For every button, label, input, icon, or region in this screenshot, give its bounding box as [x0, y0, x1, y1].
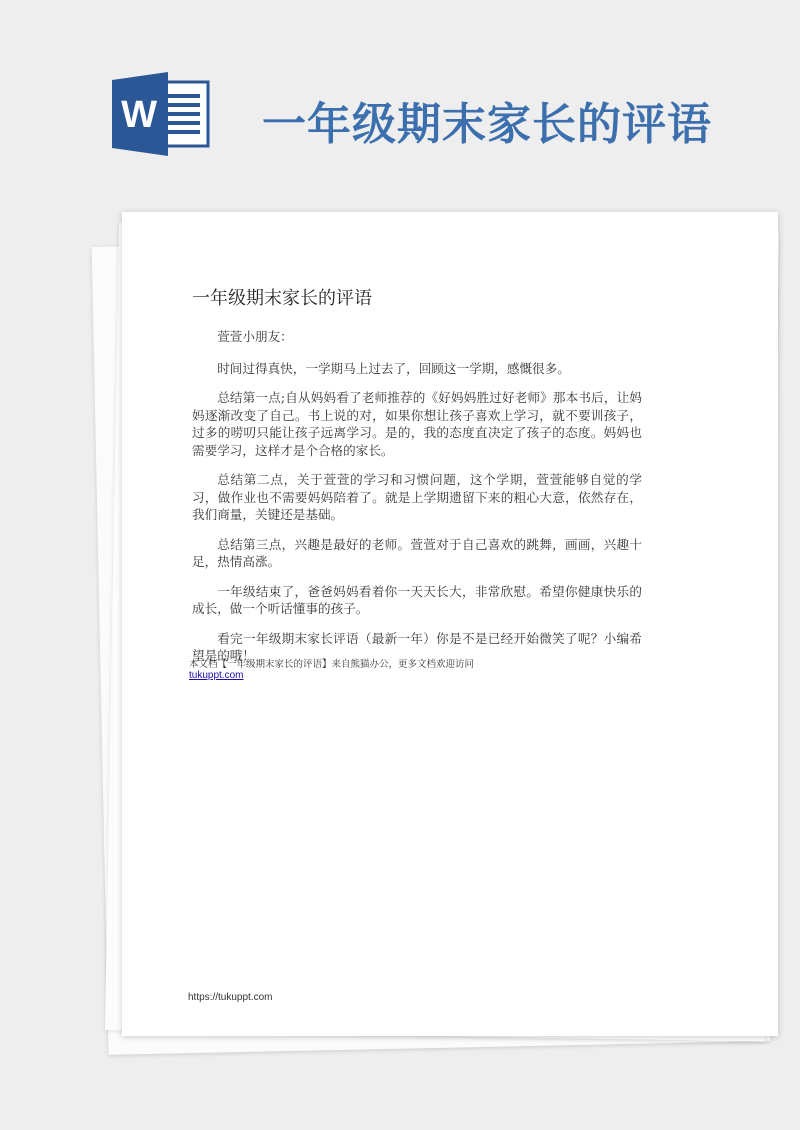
document-body: [192, 328, 642, 677]
header-title: 一年级期末家长的评语: [262, 99, 712, 150]
word-document-icon: [112, 72, 212, 156]
page-footer-url: https://tukuppt.com: [188, 992, 273, 1003]
paragraph: 一年级结束了，爸爸妈妈看着你一天天长大，非常欣慰。希望你健康快乐的成长，做一个听话懂事的孩子。: [192, 583, 642, 616]
paragraph: 总结第三点，兴趣是最好的老师。萱萱对于自己喜欢的跳舞，画画，兴趣十足，热情高涨。: [192, 536, 642, 569]
word-logo-letter: W: [121, 94, 157, 136]
paragraph: 时间过得真快，一学期马上过去了，回顾这一学期，感慨很多。: [217, 360, 570, 376]
document-page: [122, 212, 778, 1036]
document-title: 一年级期末家长的评语: [192, 288, 372, 309]
paragraph: 总结第二点，关于萱萱的学习和习惯问题，这个学期，萱萱能够自觉的学习，做作业也不需要妈妈陪着了。就是上学期遗留下来的粗心大意，依然存在，我们商量，关键还是基础。: [192, 472, 642, 522]
source-link[interactable]: tukuppt.com: [189, 670, 244, 681]
paragraph: 总结第一点;自从妈妈看了老师推荐的《好妈妈胜过好老师》那本书后，让妈妈逐渐改变了自己。书上说的对，如果你想让孩子喜欢上学习，就不要训孩子，过多的唠叨只能让孩子远离学习。是的，我的态度直决定了孩子的态度。妈妈也需要学习，这样才是个合格的家长。: [192, 390, 642, 458]
greeting: 萱萱小朋友：: [217, 329, 293, 344]
source-note: 本文档【一年级期末家长的评语】来自熊猫办公，更多文档欢迎访问: [189, 659, 475, 670]
paragraph: 看完一年级期末家长评语（最新一年）你是不是已经开始微笑了呢？小编希望是的哦！: [192, 630, 642, 663]
